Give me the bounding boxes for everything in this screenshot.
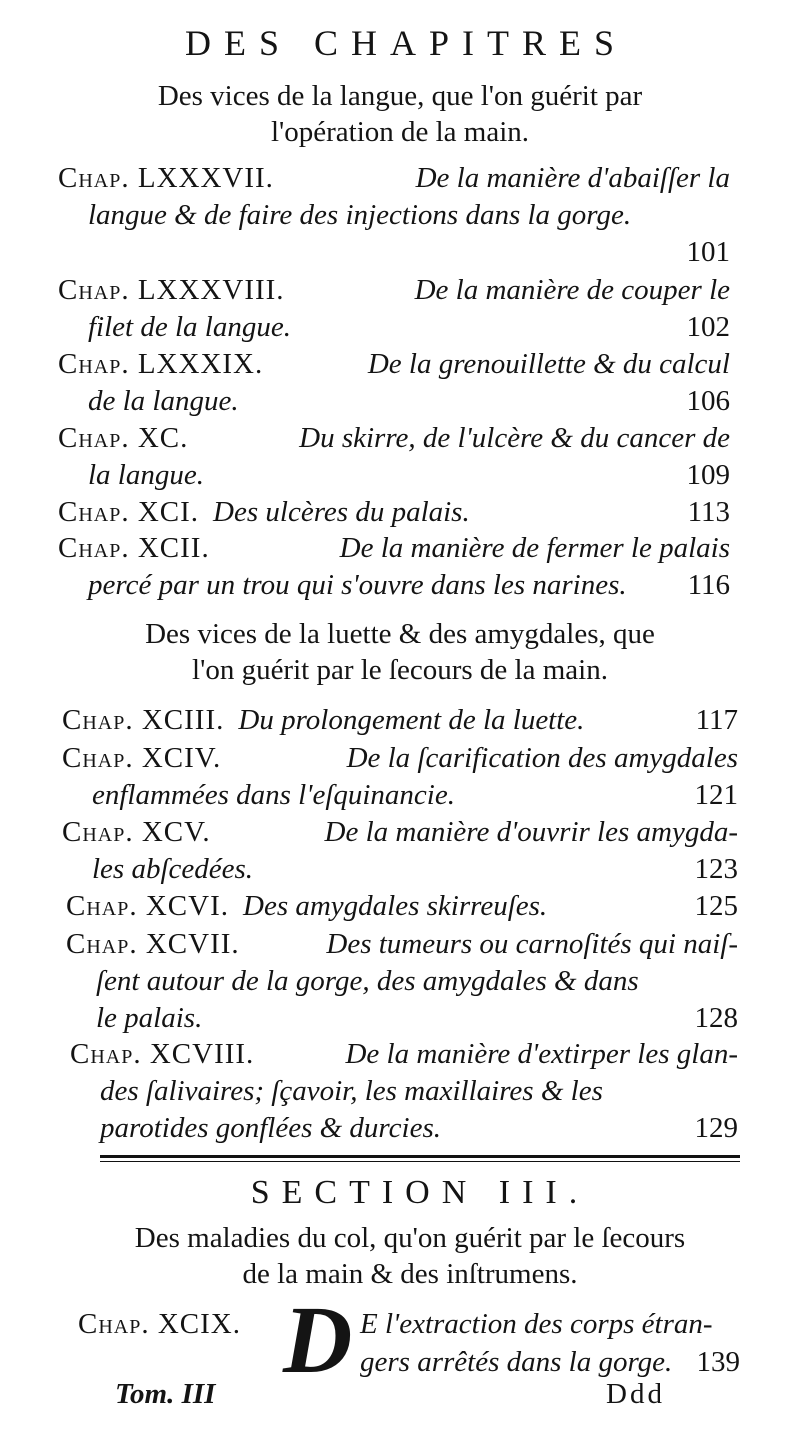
page-number: 109 <box>686 459 730 491</box>
toc-entry-xcviii <box>70 1036 738 1147</box>
running-head: DES CHAPITRES <box>184 23 628 63</box>
page-number: 121 <box>694 779 738 811</box>
chapter-title: De la ſcarification des amygdales <box>346 742 738 774</box>
chapter-title: le palais. <box>96 1002 203 1034</box>
intro-line: Des vices de la luette & des amygdales, que <box>145 618 655 650</box>
chapter-title: Des tumeurs ou carnoſités qui naiſ- <box>326 928 738 960</box>
chapter-title: filet de la langue. <box>88 311 291 343</box>
section-desc-line: de la main & des inſtrumens. <box>242 1258 578 1290</box>
chapter-number: Chap. XCVII. <box>66 928 240 960</box>
drop-cap: D <box>283 1286 353 1393</box>
volume-label: Tom. III <box>115 1378 216 1410</box>
chapter-number: Chap. LXXXIX. <box>58 348 264 380</box>
page-number: 129 <box>694 1112 738 1144</box>
chapter-number: Chap. XC. <box>58 422 189 454</box>
chapter-title: les abſcedées. <box>92 853 254 885</box>
section-description <box>60 1220 760 1292</box>
chapter-title: Des amygdales skirreuſes. <box>243 890 548 922</box>
page-number: 116 <box>687 569 730 601</box>
page-number: 125 <box>694 890 738 922</box>
toc-entry-xcix <box>78 1286 740 1393</box>
intro-line: l'on guérit par le ſecours de la main. <box>192 654 608 686</box>
page-number: 117 <box>695 704 738 736</box>
chapter-title: E l'extraction des corps étran- <box>360 1308 713 1340</box>
toc-entry-xcii <box>58 530 730 604</box>
chapter-title: De la grenouillette & du calcul <box>367 348 730 380</box>
chapter-title: De la manière d'abaiſſer la <box>415 162 730 194</box>
toc-entry-xci <box>58 494 730 531</box>
section-divider <box>100 1155 740 1162</box>
chapter-number: Chap. XCV. <box>62 816 211 848</box>
intro-line: l'opération de la main. <box>270 116 530 148</box>
chapter-number: Chap. XCI. <box>58 496 200 528</box>
toc-entry-lxxxix <box>58 346 730 420</box>
signature-mark: Ddd <box>606 1378 665 1410</box>
chapter-title: percé par un trou qui s'ouvre dans les narines. <box>88 569 627 601</box>
intro-tongue <box>0 78 800 150</box>
toc-entry-xcvi <box>66 888 738 925</box>
chapter-title: langue & de faire des injections dans la gorge. <box>88 199 632 231</box>
chapter-number: Chap. XCIX. <box>78 1308 241 1340</box>
chapter-number: Chap. XCIV. <box>62 742 222 774</box>
page-number: 102 <box>686 311 730 343</box>
toc-entry-xciv <box>62 740 738 814</box>
toc-entry-lxxxvii <box>58 160 730 271</box>
chapter-title: de la langue. <box>88 385 239 417</box>
chapter-title: enflammées dans l'eſquinancie. <box>92 779 455 811</box>
chapter-title: ſent autour de la gorge, des amygdales & dans <box>96 965 639 997</box>
page-number: 139 <box>696 1346 740 1378</box>
page-number: 106 <box>686 385 730 417</box>
chapter-title: Du skirre, de l'ulcère & du cancer de <box>299 422 730 454</box>
chapter-title: De la manière de couper le <box>414 274 730 306</box>
chapter-title: gers arrêtés dans la gorge. <box>360 1346 673 1378</box>
chapter-title: Des ulcères du palais. <box>213 496 470 528</box>
page-number: 101 <box>686 236 730 268</box>
toc-entry-xcv <box>62 814 738 888</box>
chapter-title: De la manière de fermer le palais <box>339 532 730 564</box>
intro-uvula <box>0 616 800 688</box>
section-title: SECTION III. <box>250 1174 590 1211</box>
chapter-title: des ſalivaires; ſçavoir, les maxillaires & les <box>100 1075 603 1107</box>
page-number: 113 <box>687 496 730 528</box>
chapter-title: De la manière d'ouvrir les amygda- <box>324 816 738 848</box>
chapter-title: la langue. <box>88 459 204 491</box>
page-number: 128 <box>694 1002 738 1034</box>
page-number: 123 <box>694 853 738 885</box>
chapter-number: Chap. LXXXVIII. <box>58 274 285 306</box>
section-desc-line: Des maladies du col, qu'on guérit par le ſecours <box>134 1222 686 1254</box>
toc-entry-lxxxviii <box>58 272 730 346</box>
chapter-number: Chap. XCIII. <box>62 704 225 736</box>
intro-line: Des vices de la langue, que l'on guérit par <box>157 80 643 112</box>
chapter-title: parotides gonflées & durcies. <box>100 1112 441 1144</box>
toc-entry-xciii <box>62 702 738 739</box>
chapter-number: Chap. XCVIII. <box>70 1038 255 1070</box>
chapter-number: Chap. LXXXVII. <box>58 162 274 194</box>
chapter-number: Chap. XCVI. <box>66 890 229 922</box>
chapter-title: De la manière d'extirper les glan- <box>345 1038 738 1070</box>
chapter-number: Chap. XCII. <box>58 532 210 564</box>
toc-entry-xc <box>58 420 730 494</box>
toc-entry-xcvii <box>66 926 738 1037</box>
chapter-title: Du prolongement de la luette. <box>238 704 585 736</box>
